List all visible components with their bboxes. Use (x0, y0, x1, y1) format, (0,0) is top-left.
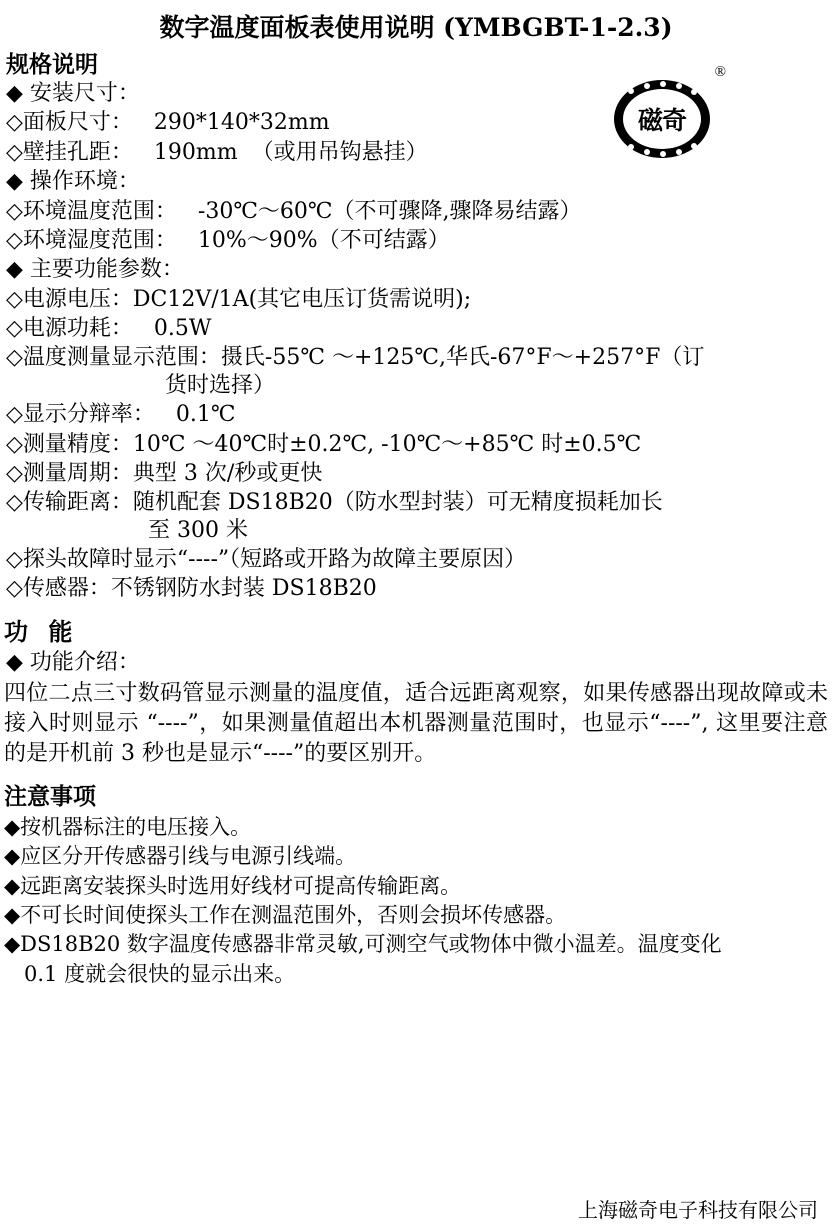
spec-item-temp-range: ◇环境温度范围： -30℃～60℃（不可骤降,骤降易结露） (6, 198, 582, 224)
spec-item-measure-cycle: ◇测量周期：典型 3 次/秒或更快 (6, 460, 323, 486)
spec-group-label-environment: ◆ 操作环境： (6, 169, 140, 195)
spec-group-label-main-params: ◆ 主要功能参数： (6, 257, 184, 283)
logo-circle (614, 80, 710, 158)
page-title: 数字温度面板表使用说明 (YMBGBT-1-2.3) (159, 13, 673, 42)
spec-item-resolution: ◇显示分辩率： 0.1℃ (6, 402, 236, 428)
function-sub-heading: ◆ 功能介绍： (6, 649, 140, 675)
document-page (0, 8, 832, 1227)
registered-trademark-icon: ® (714, 64, 726, 80)
spec-item-supply-voltage: ◇电源电压：DC12V/1A(其它电压订货需说明); (6, 286, 472, 312)
spec-item-transmission-distance: ◇传输距离：随机配套 DS18B20（防水型封装）可无精度损耗加长 (6, 490, 663, 516)
notice-item-wiring: ◆应区分开传感器引线与电源引线端。 (4, 844, 357, 869)
notice-item-voltage: ◆按机器标注的电压接入。 (4, 815, 252, 840)
function-paragraph: 四位二点三寸数码管显示测量的温度值，适合远距离观察，如果传感器出现故障或未接入时则显示 “----”，如果测量值超出本机器测量范围时，也显示“----”, 这里要注意的是开机前 3 秒也是显示“----”的要区别开。 (4, 681, 828, 766)
spec-heading: 规格说明 (6, 51, 98, 78)
spec-item-display-range: ◇温度测量显示范围：摄氏-55℃ ～+125℃,华氏-67°F～+257°F（订 (6, 345, 705, 371)
spec-item-mount-hole: ◇壁挂孔距： 190mm （或用吊钩悬挂） (6, 139, 428, 165)
spec-item-probe-fault: ◇探头故障时显示“----”（短路或开路为故障主要原因） (6, 547, 527, 572)
notice-item-sensitivity: ◆DS18B20 数字温度传感器非常灵敏,可测空气或物体中微小温差。温度变化 (4, 932, 722, 957)
notice-item-cable: ◆远距离安装探头时选用好线材可提高传输距离。 (4, 873, 462, 898)
notice-heading: 注意事项 (4, 783, 96, 811)
spec-item-sensor: ◇传感器：不锈钢防水封装 DS18B20 (6, 576, 377, 602)
spec-item-humidity-range: ◇环境湿度范围： 10%～90%（不可结露） (6, 227, 450, 253)
notice-item-range: ◆不可长时间使探头工作在测温范围外，否则会损坏传感器。 (4, 903, 567, 928)
spec-item-accuracy: ◇测量精度：10℃ ～40℃时±0.2℃, -10℃～+85℃ 时±0.5℃ (6, 431, 642, 457)
spec-item-transmission-distance-cont: 至 300 米 (148, 517, 248, 543)
spec-item-display-range-cont: 货时选择） (165, 372, 276, 398)
logo-inner-circle (623, 89, 701, 149)
notice-item-sensitivity-cont: 0.1 度就会很快的显示出来。 (24, 961, 296, 986)
company-logo (608, 66, 724, 160)
company-footer: 上海磁奇电子科技有限公司 (578, 1198, 818, 1222)
logo-text: 磁奇 (637, 106, 686, 135)
function-heading: 功 能 (4, 616, 79, 646)
spec-item-power-consumption: ◇电源功耗： 0.5W (6, 316, 212, 341)
spec-group-label-install: ◆ 安装尺寸： (6, 81, 140, 106)
spec-item-panel-size: ◇面板尺寸： 290*140*32mm (6, 110, 330, 136)
